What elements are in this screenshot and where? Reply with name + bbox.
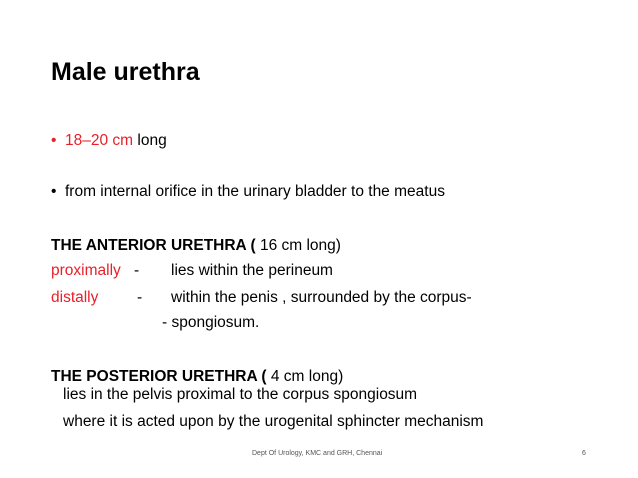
anterior-heading-rest: 16 cm long) [255,237,341,254]
page-number: 6 [582,450,586,457]
posterior-heading-bold: THE POSTERIOR URETHRA ( [51,368,267,385]
footer-department: Dept Of Urology, KMC and GRH, Chennai [252,450,383,457]
anterior-row-proximal [51,261,138,281]
bullet-marker: • [51,132,57,149]
anterior-heading-bold: THE ANTERIOR URETHRA ( [51,237,256,254]
posterior-line-2: where it is acted upon by the urogenital sphincter mechanism [63,413,484,430]
slide-title: Male urethra [51,58,200,86]
row-label: distally [51,289,99,306]
row-label: proximally [51,262,121,279]
length-highlight: 18–20 cm [65,132,134,149]
posterior-heading [51,367,343,387]
bullet-course [51,182,445,202]
anterior-row-distal-dash: - [137,289,143,306]
anterior-row-distal [51,288,98,308]
length-rest: long [133,132,167,149]
anterior-row-proximal-dash: - [134,262,140,279]
course-text: from internal orifice in the urinary bladder to the meatus [65,183,445,200]
bullet-length [51,131,167,151]
anterior-continuation: - spongiosum. [162,314,260,331]
bullet-marker: • [51,183,57,200]
posterior-line-1: lies in the pelvis proximal to the corpus spongiosum [63,386,418,403]
anterior-heading [51,236,341,256]
anterior-row-proximal-text: lies within the perineum [171,262,333,279]
posterior-heading-rest: 4 cm long) [266,368,344,385]
anterior-row-distal-text: within the penis , surrounded by the corpus- [171,289,472,306]
